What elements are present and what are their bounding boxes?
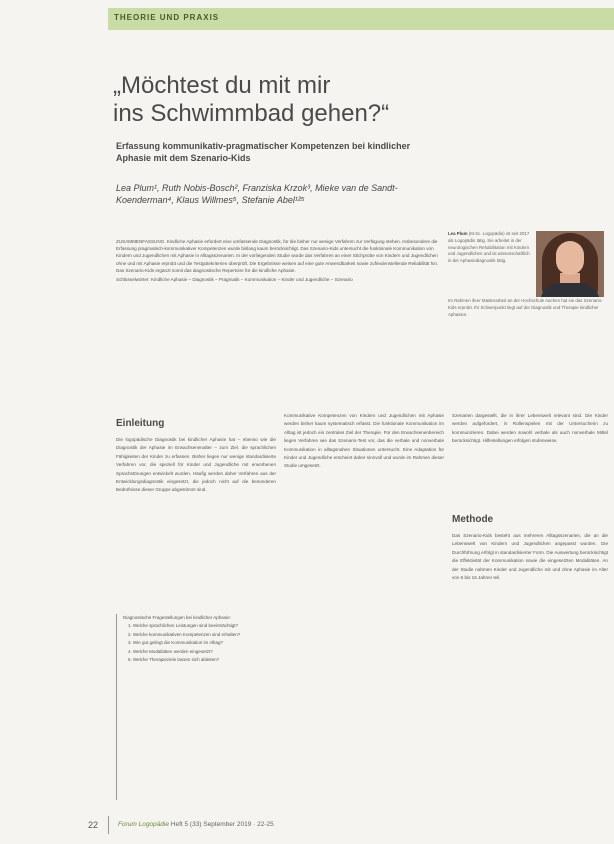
- author-bio: [448, 231, 534, 265]
- methods-text: Das Szenario-Kids besteht aus mehreren Alltagsszenarien, die an die Lebenswelt von Kindern und Jugendlichen angepasst wurden. Die Durchführung erfolgt in standardisierter Form. Die Auswertung berücksichtigt die Effektivität der Kommunikation sowie die eingesetzten Modalitäten. An der Studie nahmen Kinder und Jugendliche mit und ohne Aphasie im Alter von 6 bis 16 Jahren teil.: [452, 533, 608, 581]
- bio-text: (M.Sc. Logopädie) ist seit 2017 als Logopädin tätig. Sie arbeitet in der neurologischen Rehabilitation mit Kindern und Jugendlichen und ist wissenschaftlich in der Aphasiediagnostik tätig.: [448, 231, 530, 264]
- author-list: Lea Plum¹, Ruth Nobis-Bosch², Franziska Krzok³, Mieke van de Sandt-Koenderman⁴, Klaus Willmes⁵, Stefanie Abel¹²⁵: [116, 183, 398, 205]
- info-box-intro: Diagnostische Fragestellungen bei kindlicher Aphasie:: [123, 615, 231, 620]
- list-item: 5. Welche Therapieziele lassen sich ableiten?: [133, 656, 276, 664]
- footer-divider: [108, 816, 109, 834]
- info-box: [116, 614, 276, 800]
- keywords: Schlüsselwörter: Kindliche Aphasie – Diagnostik – Pragmatik – Kommunikation – Kinder und Jugendliche – Szenario: [116, 277, 353, 283]
- article-title: [113, 72, 553, 128]
- column-1-text: Die logopädische Diagnostik bei kindlicher Aphasie hat – ebenso wie die Diagnostik der Aphasie im Erwachsenenalter – zum Ziel, die sprachlichen Fähigkeiten der Kinder zu erfassen. Bisher liegen nur wenige standardisierte Verfahren vor, die speziell für Kinder und Jugendliche mit erworbenen Sprachstörungen entwickelt wurden. Häufig werden daher Verfahren aus der Entwicklungsdiagnostik eingesetzt, die jedoch nicht auf die besonderen Bedürfnisse dieser Gruppe abgestimmt sind.: [116, 437, 276, 493]
- author-bio-continued: Im Rahmen ihrer Masterarbeit an der Hochschule Aachen hat sie das Szenario-Kids erprobt. Ihr Schwerpunkt liegt auf der Diagnostik und Therapie kindlicher Aphasien.: [448, 298, 603, 317]
- journal-name: Forum Logopädie: [118, 821, 169, 828]
- page-number: 22: [88, 820, 99, 830]
- footer: [118, 821, 274, 828]
- list-item: 2. Welche kommunikativen Kompetenzen sind erhalten?: [133, 631, 276, 639]
- title-line-2: ins Schwimmbad gehen?“: [113, 100, 390, 127]
- section-heading-methods: Methode: [452, 514, 494, 525]
- abstract-text: ZUSAMMENFASSUNG. Kindliche Aphasie erfordert eine umfassende Diagnostik, für die bisher nur wenige Verfahren zur Verfügung stehen. Insbesondere die Erfassung pragmatisch-kommunikativer Kompetenzen wurde bislang kaum berücksichtigt. Das Szenario-Kids untersucht die funktionale Kommunikation von Kindern und Jugendlichen mit Aphasie in Alltagsszenarien. In der vorliegenden Studie wurde das Verfahren an einer Stichprobe von Kindern und Jugendlichen ohne und mit Aphasie erprobt und die Testgütekriterien überprüft. Die Ergebnisse weisen auf eine gute Anwendbarkeit sowie zufriedenstellende Reliabilität hin. Das Szenario-Kids ergänzt somit das diagnostische Repertoire für die kindliche Aphasie.: [116, 239, 439, 273]
- author-photo: [536, 231, 604, 297]
- info-box-list: [123, 622, 276, 664]
- article-subtitle: Erfassung kommunikativ-pragmatischer Kompetenzen bei kindlicher Aphasie mit dem Szenario-Kids: [116, 141, 411, 163]
- photo-face: [556, 241, 584, 275]
- column-3-text: Szenarien dargestellt, die in ihrer Lebenswelt relevant sind. Die Kinder werden aufgefordert, in Rollenspielen mit der Untersucherin zu kommunizieren. Dabei werden sowohl verbale als auch nonverbale Mittel berücksichtigt. Hilfestellungen erfolgen stufenweise.: [452, 413, 608, 444]
- rubric-label: THEORIE UND PRAXIS: [114, 13, 220, 22]
- bio-name: Lea Plum: [448, 231, 468, 236]
- abstract: [116, 238, 442, 283]
- list-item: 1. Welche sprachlichen Leistungen sind beeinträchtigt?: [133, 622, 276, 630]
- list-item: 3. Wie gut gelingt die Kommunikation im Alltag?: [133, 639, 276, 647]
- section-heading-intro: Einleitung: [116, 418, 165, 429]
- title-line-1: „Möchtest du mit mir: [113, 72, 331, 99]
- column-2-text: Kommunikative Kompetenzen von Kindern und Jugendlichen mit Aphasie werden bisher kaum systematisch erfasst. Die funktionale Kommunikation im Alltag ist jedoch ein zentrales Ziel der Therapie. Für den Erwachsenenbereich liegen Verfahren wie das Szenario-Test vor, das die verbale und nonverbale Kommunikation in alltagsnahen Situationen untersucht. Eine Adaptation für Kinder und Jugendliche erscheint daher sinnvoll und wurde im Rahmen dieser Studie umgesetzt.: [284, 413, 444, 469]
- list-item: 4. Welche Modalitäten werden eingesetzt?: [133, 648, 276, 656]
- issue-info: Heft 5 (33) September 2019 · 22-25: [170, 821, 274, 828]
